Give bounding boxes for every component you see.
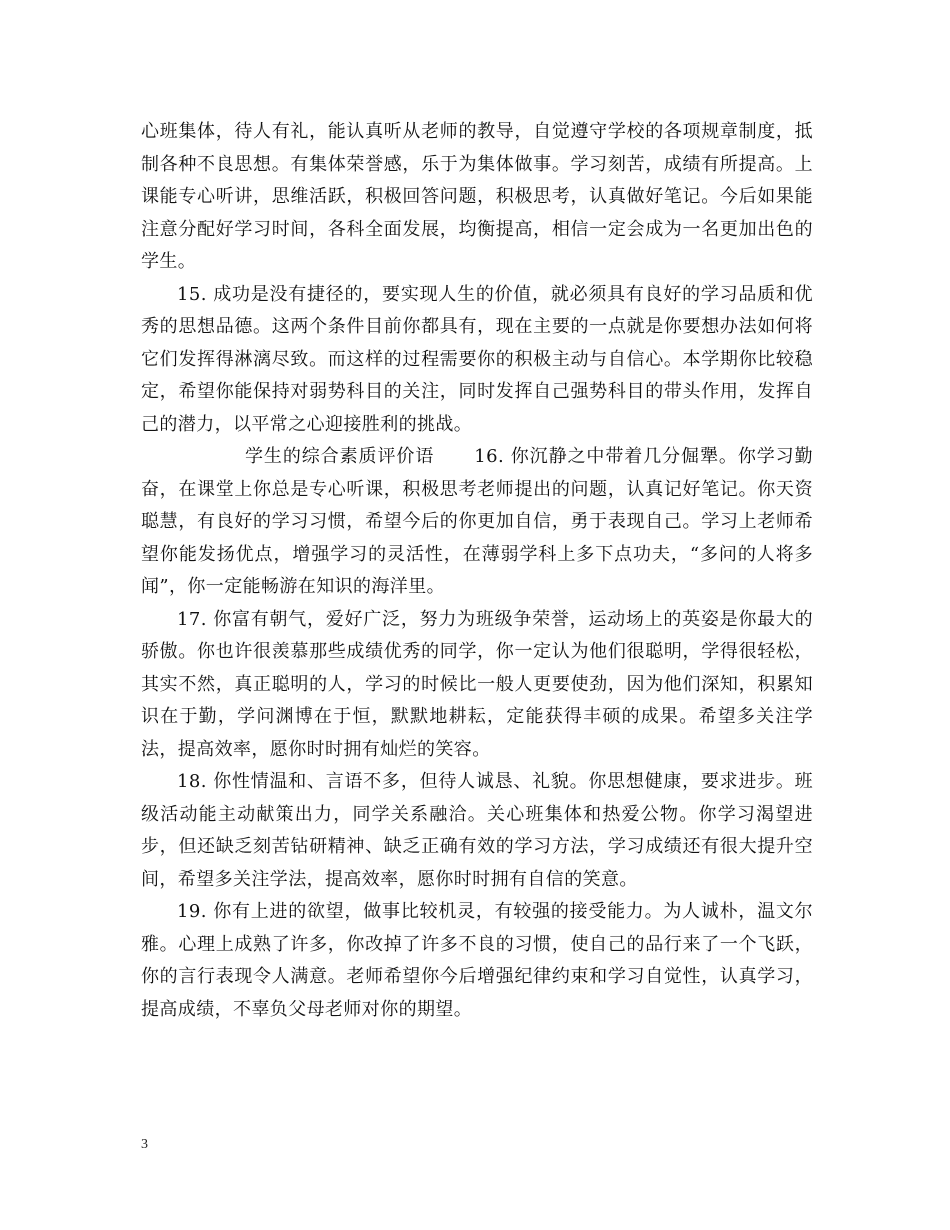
- page-number: 3: [141, 1137, 148, 1152]
- paragraph-item-17: 17. 你富有朝气，爱好广泛，努力为班级争荣誉，运动场上的英姿是你最大的骄傲。你也许很羡慕那些成绩优秀的同学，你一定认为他们很聪明，学得很轻松，其实不然，真正聪明的人，学习的时候比一般人更要使劲，因为他们深知，积累知识在于勤，学问渊博在于恒，默默地耕耘，定能获得丰硕的成果。希望多关注学法，提高效率，愿你时时拥有灿烂的笑容。: [141, 608, 813, 760]
- paragraph-continuation: 心班集体，待人有礼，能认真听从老师的教导，自觉遵守学校的各项规章制度，抵制各种不良思想。有集体荣誉感，乐于为集体做事。学习刻苦，成绩有所提高。上课能专心听讲，思维活跃，积极回答问题，积极思考，认真做好笔记。今后如果能注意分配好学习时间，各科全面发展，均衡提高，相信一定会成为一名更加出色的学生。: [141, 121, 813, 272]
- paragraph-item-16-text: 16. 你沉静之中带着几分倔犟。你学习勤奋，在课堂上你总是专心听课，积极思考老师提出的问题，认真记好笔记。你天资聪慧，有良好的学习习惯，希望今后的你更加自信，勇于表现自己。学习上老师希望你能发扬优点，增强学习的灵活性，在薄弱学科上多下点功夫，“多问的人将多闻”，你一定能畅游在知识的海洋里。: [141, 446, 813, 597]
- body-text: [141, 116, 813, 1026]
- paragraph-item-19: 19. 你有上进的欲望，做事比较机灵，有较强的接受能力。为人诚朴，温文尔雅。心理上成熟了许多，你改掉了许多不良的习惯，使自己的品行来了一个飞跃，你的言行表现令人满意。老师希望你今后增强纪律约束和学习自觉性，认真学习，提高成绩，不辜负父母老师对你的期望。: [141, 901, 813, 1020]
- paragraph-item-15: 15. 成功是没有捷径的，要实现人生的价值，就必须具有良好的学习品质和优秀的思想品德。这两个条件目前你都具有，现在主要的一点就是你要想办法如何将它们发挥得淋漓尽致。而这样的过程需要你的积极主动与自信心。本学期你比较稳定，希望你能保持对弱势科目的关注，同时发挥自己强势科目的带头作用，发挥自己的潜力，以平常之心迎接胜利的挑战。: [141, 283, 813, 435]
- section-heading: 学生的综合素质评价语: [245, 446, 435, 467]
- paragraph-item-16: [141, 441, 813, 604]
- paragraph-item-18: 18. 你性情温和、言语不多，但待人诚恳、礼貌。你思想健康，要求进步。班级活动能主动献策出力，同学关系融洽。关心班集体和热爱公物。你学习渴望进步，但还缺乏刻苦钻研精神、缺乏正确有效的学习方法，学习成绩还有很大提升空间，希望多关注学法，提高效率，愿你时时拥有自信的笑意。: [141, 771, 813, 890]
